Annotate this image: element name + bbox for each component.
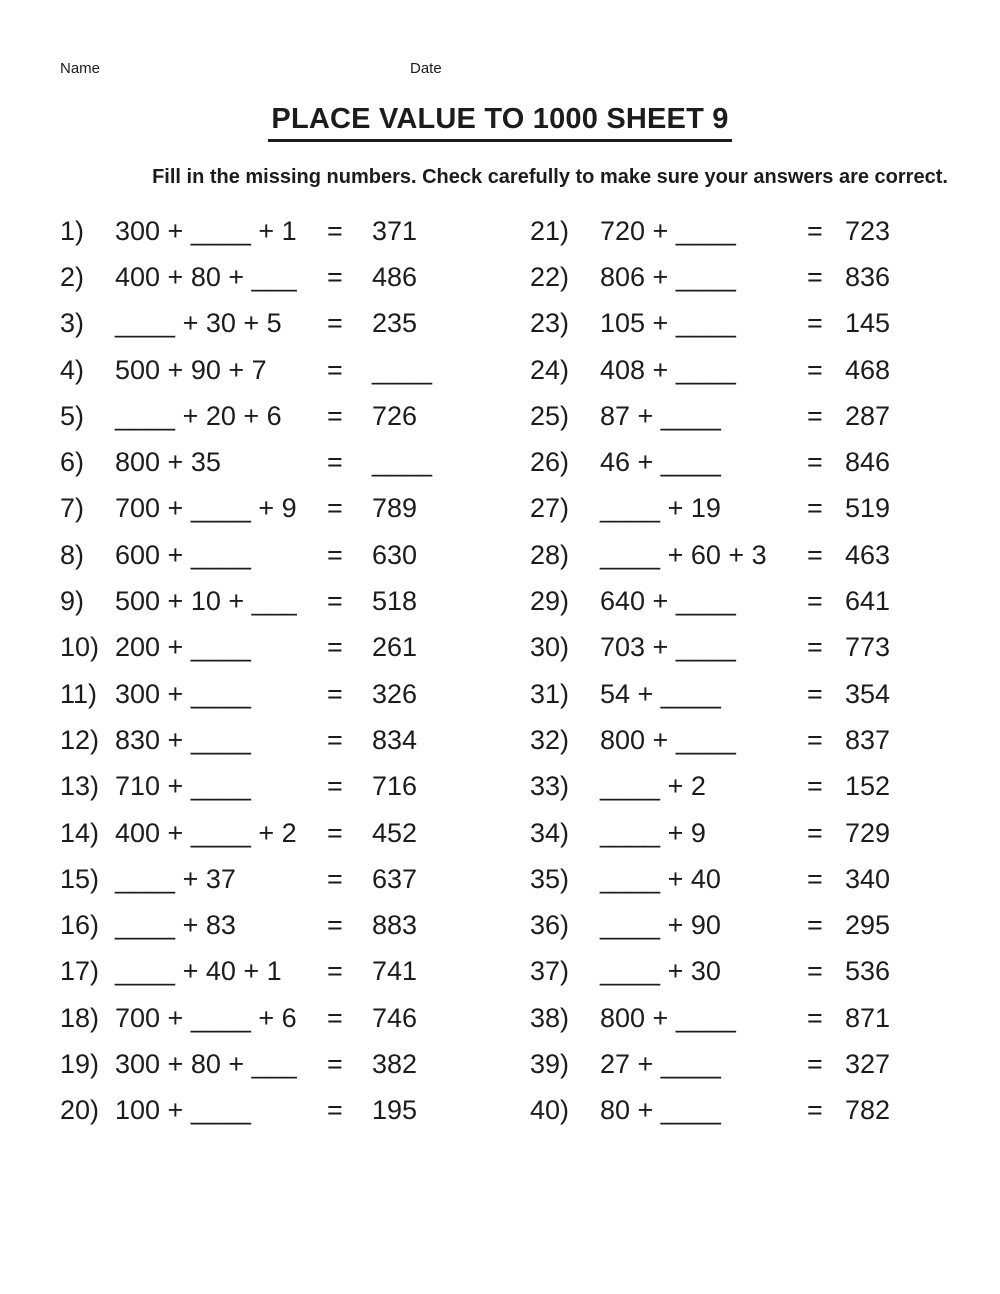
- equals-sign: =: [807, 354, 823, 385]
- problem-row: [60, 578, 490, 624]
- equals-sign: =: [807, 1002, 823, 1033]
- problem-expression: ____ + 40 + 1: [115, 956, 282, 987]
- problem-expression: 200 + ____: [115, 632, 251, 663]
- problem-expression: 800 + ____: [600, 1002, 736, 1033]
- problem-number: 24): [530, 354, 570, 385]
- problems-column-right: [530, 208, 960, 1134]
- problem-row: [60, 949, 490, 995]
- problem-row: [530, 439, 960, 485]
- equals-sign: =: [327, 817, 343, 848]
- problem-row: [60, 810, 490, 856]
- problem-row: [60, 902, 490, 948]
- problem-number: 4): [60, 354, 85, 385]
- problem-expression: 54 + ____: [600, 678, 721, 709]
- problem-answer: 729: [845, 817, 891, 848]
- equals-sign: =: [327, 1048, 343, 1079]
- problem-number: 8): [60, 539, 85, 570]
- problem-row: [530, 625, 960, 671]
- problem-number: 31): [530, 678, 570, 709]
- problem-number: 29): [530, 586, 570, 617]
- problem-expression: 400 + ____ + 2: [115, 817, 297, 848]
- problem-number: 2): [60, 261, 85, 292]
- problem-row: [60, 301, 490, 347]
- equals-sign: =: [327, 308, 343, 339]
- problem-expression: ____ + 90: [600, 910, 721, 941]
- problem-answer: 883: [372, 910, 418, 941]
- problem-expression: 500 + 10 + ___: [115, 586, 297, 617]
- problem-number: 27): [530, 493, 570, 524]
- problem-expression: 720 + ____: [600, 215, 736, 246]
- problem-answer: 354: [845, 678, 891, 709]
- problem-answer: 326: [372, 678, 418, 709]
- equals-sign: =: [327, 400, 343, 431]
- page-title: PLACE VALUE TO 1000 SHEET 9: [268, 103, 731, 142]
- problem-row: [530, 347, 960, 393]
- problem-expression: 300 + ____ + 1: [115, 215, 297, 246]
- equals-sign: =: [327, 863, 343, 894]
- equals-sign: =: [807, 910, 823, 941]
- equals-sign: =: [327, 493, 343, 524]
- problem-number: 10): [60, 632, 100, 663]
- problem-number: 1): [60, 215, 85, 246]
- problem-row: [60, 486, 490, 532]
- problem-number: 20): [60, 1095, 100, 1126]
- problem-number: 11): [60, 678, 98, 709]
- problem-answer: 723: [845, 215, 891, 246]
- problem-answer: 261: [372, 632, 418, 663]
- problem-expression: 806 + ____: [600, 261, 736, 292]
- problem-number: 32): [530, 724, 570, 755]
- problem-expression: 703 + ____: [600, 632, 736, 663]
- equals-sign: =: [807, 678, 823, 709]
- problem-answer: 741: [372, 956, 418, 987]
- problem-expression: 300 + ____: [115, 678, 251, 709]
- problem-expression: 700 + ____ + 6: [115, 1002, 297, 1033]
- problem-row: [530, 301, 960, 347]
- problem-answer: 630: [372, 539, 418, 570]
- equals-sign: =: [807, 261, 823, 292]
- equals-sign: =: [807, 215, 823, 246]
- problem-answer: 536: [845, 956, 891, 987]
- problem-answer: 716: [372, 771, 418, 802]
- problem-row: [60, 393, 490, 439]
- problem-number: 26): [530, 447, 570, 478]
- problem-row: [60, 671, 490, 717]
- problem-expression: 27 + ____: [600, 1048, 721, 1079]
- problem-row: [530, 995, 960, 1041]
- problem-expression: 700 + ____ + 9: [115, 493, 297, 524]
- problem-number: 14): [60, 817, 100, 848]
- problem-row: [530, 1041, 960, 1087]
- problem-number: 22): [530, 261, 570, 292]
- problem-number: 38): [530, 1002, 570, 1033]
- equals-sign: =: [807, 817, 823, 848]
- problem-row: [60, 254, 490, 300]
- equals-sign: =: [807, 493, 823, 524]
- problem-row: [60, 532, 490, 578]
- problem-number: 7): [60, 493, 85, 524]
- problem-row: [530, 532, 960, 578]
- problem-answer: ____: [372, 447, 433, 478]
- problem-row: [60, 1041, 490, 1087]
- problem-expression: 640 + ____: [600, 586, 736, 617]
- equals-sign: =: [807, 1095, 823, 1126]
- problem-row: [60, 347, 490, 393]
- problem-number: 28): [530, 539, 570, 570]
- problem-answer: 519: [845, 493, 891, 524]
- problem-answer: 637: [372, 863, 418, 894]
- problem-answer: 235: [372, 308, 418, 339]
- problem-answer: ____: [372, 354, 433, 385]
- problem-answer: 837: [845, 724, 891, 755]
- problem-answer: 773: [845, 632, 891, 663]
- problem-answer: 340: [845, 863, 891, 894]
- problem-answer: 327: [845, 1048, 891, 1079]
- problem-number: 35): [530, 863, 570, 894]
- problem-expression: ____ + 20 + 6: [115, 400, 282, 431]
- problem-number: 17): [60, 956, 100, 987]
- problem-row: [60, 995, 490, 1041]
- problem-number: 25): [530, 400, 570, 431]
- problem-number: 34): [530, 817, 570, 848]
- problem-row: [60, 625, 490, 671]
- problem-number: 33): [530, 771, 570, 802]
- problem-number: 5): [60, 400, 85, 431]
- problem-number: 30): [530, 632, 570, 663]
- equals-sign: =: [327, 447, 343, 478]
- problem-answer: 382: [372, 1048, 418, 1079]
- problem-row: [530, 902, 960, 948]
- problem-number: 21): [530, 215, 570, 246]
- equals-sign: =: [807, 400, 823, 431]
- problem-answer: 789: [372, 493, 418, 524]
- problem-answer: 836: [845, 261, 891, 292]
- problem-expression: ____ + 37: [115, 863, 236, 894]
- equals-sign: =: [327, 1095, 343, 1126]
- problem-number: 3): [60, 308, 85, 339]
- problem-expression: ____ + 60 + 3: [600, 539, 767, 570]
- problem-answer: 782: [845, 1095, 891, 1126]
- problem-expression: 800 + ____: [600, 724, 736, 755]
- problem-row: [530, 254, 960, 300]
- equals-sign: =: [327, 678, 343, 709]
- instruction-text: Fill in the missing numbers. Check carefully to make sure your answers are correct.: [152, 166, 948, 188]
- problem-row: [60, 856, 490, 902]
- problem-row: [530, 208, 960, 254]
- problem-answer: 726: [372, 400, 418, 431]
- equals-sign: =: [807, 447, 823, 478]
- equals-sign: =: [807, 724, 823, 755]
- problem-expression: 800 + 35: [115, 447, 221, 478]
- problem-answer: 746: [372, 1002, 418, 1033]
- problem-answer: 871: [845, 1002, 891, 1033]
- instruction-wrap: [0, 166, 1000, 189]
- problem-expression: 500 + 90 + 7: [115, 354, 267, 385]
- equals-sign: =: [327, 261, 343, 292]
- problem-expression: ____ + 9: [600, 817, 706, 848]
- equals-sign: =: [327, 724, 343, 755]
- problem-expression: ____ + 83: [115, 910, 236, 941]
- problem-expression: 830 + ____: [115, 724, 251, 755]
- problem-expression: ____ + 40: [600, 863, 721, 894]
- name-label: Name: [60, 60, 101, 77]
- problem-number: 23): [530, 308, 570, 339]
- problem-answer: 518: [372, 586, 418, 617]
- problem-number: 36): [530, 910, 570, 941]
- problem-row: [60, 1088, 490, 1134]
- problem-row: [530, 949, 960, 995]
- problem-expression: 600 + ____: [115, 539, 251, 570]
- equals-sign: =: [327, 771, 343, 802]
- problem-row: [530, 671, 960, 717]
- problem-number: 16): [60, 910, 100, 941]
- problem-expression: 400 + 80 + ___: [115, 261, 297, 292]
- problem-number: 6): [60, 447, 85, 478]
- problem-answer: 287: [845, 400, 891, 431]
- problem-answer: 371: [372, 215, 418, 246]
- problem-number: 18): [60, 1002, 100, 1033]
- problem-number: 40): [530, 1095, 570, 1126]
- problem-answer: 463: [845, 539, 891, 570]
- problem-row: [530, 856, 960, 902]
- problem-answer: 145: [845, 308, 891, 339]
- equals-sign: =: [327, 910, 343, 941]
- problem-number: 15): [60, 863, 100, 894]
- equals-sign: =: [327, 354, 343, 385]
- problem-number: 9): [60, 586, 85, 617]
- problem-answer: 152: [845, 771, 891, 802]
- problem-row: [530, 764, 960, 810]
- problem-expression: 80 + ____: [600, 1095, 721, 1126]
- title-wrap: [0, 103, 1000, 142]
- equals-sign: =: [807, 956, 823, 987]
- problem-expression: 710 + ____: [115, 771, 251, 802]
- problem-number: 12): [60, 724, 100, 755]
- equals-sign: =: [807, 586, 823, 617]
- problem-answer: 834: [372, 724, 418, 755]
- equals-sign: =: [807, 771, 823, 802]
- problem-expression: 46 + ____: [600, 447, 721, 478]
- problem-answer: 468: [845, 354, 891, 385]
- problem-expression: ____ + 19: [600, 493, 721, 524]
- equals-sign: =: [807, 1048, 823, 1079]
- problem-number: 19): [60, 1048, 100, 1079]
- equals-sign: =: [807, 863, 823, 894]
- equals-sign: =: [327, 956, 343, 987]
- problem-row: [530, 578, 960, 624]
- problem-number: 37): [530, 956, 570, 987]
- equals-sign: =: [807, 308, 823, 339]
- problem-expression: ____ + 2: [600, 771, 706, 802]
- problem-row: [530, 486, 960, 532]
- problem-answer: 452: [372, 817, 418, 848]
- problem-expression: 105 + ____: [600, 308, 736, 339]
- problem-row: [530, 810, 960, 856]
- equals-sign: =: [327, 586, 343, 617]
- problem-expression: 87 + ____: [600, 400, 721, 431]
- equals-sign: =: [807, 539, 823, 570]
- problem-row: [60, 208, 490, 254]
- problem-row: [530, 717, 960, 763]
- equals-sign: =: [327, 632, 343, 663]
- problem-expression: ____ + 30 + 5: [115, 308, 282, 339]
- problem-answer: 846: [845, 447, 891, 478]
- equals-sign: =: [807, 632, 823, 663]
- problem-expression: ____ + 30: [600, 956, 721, 987]
- problem-answer: 641: [845, 586, 891, 617]
- problem-row: [60, 764, 490, 810]
- problem-expression: 408 + ____: [600, 354, 736, 385]
- problem-answer: 295: [845, 910, 891, 941]
- problem-expression: 100 + ____: [115, 1095, 251, 1126]
- problem-number: 13): [60, 771, 100, 802]
- problem-row: [60, 439, 490, 485]
- date-label: Date: [410, 60, 442, 77]
- equals-sign: =: [327, 539, 343, 570]
- problems-column-left: [60, 208, 490, 1134]
- equals-sign: =: [327, 215, 343, 246]
- equals-sign: =: [327, 1002, 343, 1033]
- problem-answer: 195: [372, 1095, 418, 1126]
- problem-answer: 486: [372, 261, 418, 292]
- problem-number: 39): [530, 1048, 570, 1079]
- problem-row: [530, 393, 960, 439]
- problem-row: [60, 717, 490, 763]
- problem-row: [530, 1088, 960, 1134]
- problem-expression: 300 + 80 + ___: [115, 1048, 297, 1079]
